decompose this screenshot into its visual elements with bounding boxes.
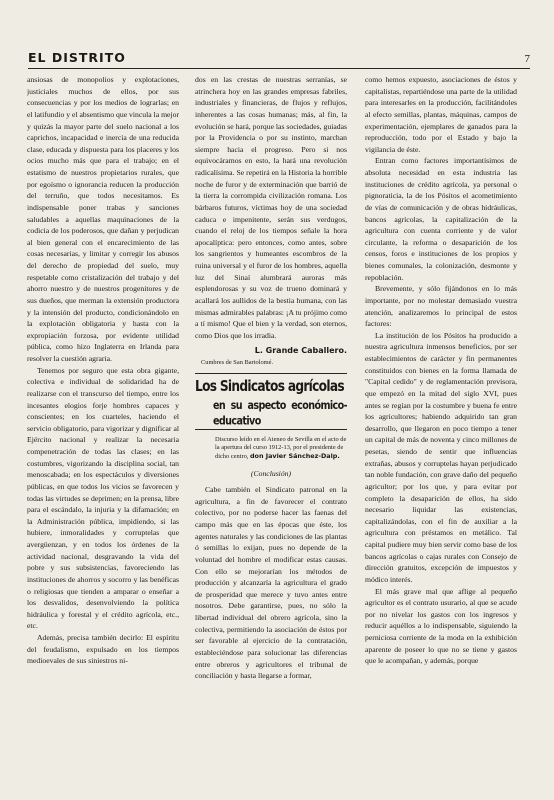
article-signature: L. Grande Caballero.: [254, 346, 347, 356]
signature-place: Cumbres de San Bartolomé.: [201, 359, 274, 366]
paragraph: como hemos expuesto, asociaciones de éstos y capitalistas, repartiéndose una parte de la utilidad para interesarles en la producción, facilitándoles al efecto semillas, plantas, máquinas, campos de experimentación, ejemplares de ganados para la reproducción, todo por el Estado y bajo la vigilancia de éste.: [365, 75, 517, 154]
lead-text: Discurso leído en el Ateneo de Sevilla en el acto de la apertura del curso 1912-13, por el presidente de dicho centro,: [215, 436, 347, 461]
paragraph: Cabe también el Sindicato patronal en la agricultura, a fin de favorecer el contrato colectivo, por no poderse hacer las faenas del campo más que en las épocas que éste, los agentes naturales y las condiciones de las plantas ó semillas lo exijan, pues no depende de la voluntad del hombre el modificar estas causas. Con ello se mejorarían los métodos de producción y alcanzaría la agricultura el grado de prosperidad que merece y tuvo antes entre nosotros. Debe garantirse, pues, no sólo la libertad individual del obrero agrícola, sino la colectiva, permitiendo la asociación de éstos por ser favorable al ejercicio de la contratación, estableciéndose para solucionar las diferencias entre obreros y agricultores el tribunal de conciliación y hasta llegarse a formar,: [195, 485, 347, 681]
newspaper-title: EL DISTRITO: [28, 50, 126, 65]
article-heading-box: [195, 373, 347, 430]
paragraph: El más grave mal que aflige al pequeño agricultor es el contrato usurario, al que se acude por no nivelar los gastos con los ingresos y reducir aquéllos a lo indispensable, siguiendo la perniciosa corriente de la moda en la exhibición aparente de poseer lo que no se tiene y gastos que le acompañan, y además, porque: [365, 586, 517, 666]
column-1: [27, 74, 179, 786]
paragraph: Tenemos por seguro que esta obra gigante, colectiva e individual de solidaridad ha de realizarse con el transcurso del tiempo, entre los incesantes elogios forje hombres capaces y conscientes; en los cuarteles, haciendo el servicio obligatorio, para vigorizar y dignificar al Ejército nacional y realizar la necesaria compenetración de todas las clases; en las costumbres, vigorizando la disciplina social, tan menoscabada; en los espectáculos y diversiones públicas, en que todos los vicios se favorecen y todas las virtudes se deprimen; en la prensa, libre para el escándalo, la injuria y la difamación; en la Administración pública, impidiendo, si las hubiere, inmoralidades y corruptelas que avergüenzan, y en todos los órdenes de la actividad nacional, desgravando la vida del pobre y sus subsistencias, favoreciendo las instituciones de ahorros y socorro y las benéficas o religiosas que tienden a amparar o enseñar a los desvalidos, desenvolviendo la política hidráulica y forestal y el crédito agrícola, etc., etc.: [27, 365, 179, 631]
paragraph: Entran como factores importantísimos de absoluta necesidad en esta industria las instituciones de crédito agrícola, ya personal o pignoraticia, la de los Pósitos el acometimiento de vías de comunicación y de obras hidráulicas, bancos agrícolas, la capitalización de la agricultura con cuenta corriente y de valor circulante, la reforma o desaparición de los censos, foros e instituciones de los propios y bienes comunales, la colonización, desmonte y repoblación.: [365, 156, 517, 282]
paragraph: Brevemente, y sólo fijándonos en lo más importante, por no molestar demasiado vuestra atención, analizaremos lo principal de estos factores:: [365, 284, 517, 329]
column-3: [365, 74, 517, 786]
page-header: [28, 48, 530, 69]
paragraph: La institución de los Pósitos ha producido a nuestra agricultura inmensos beneficios, por ser establecimientos de carácter y fin permanentes constituidos con bienes en la forma llamada de "Capital cedido" y de reglamentación previsora, que empezó en la mitad del siglo XVI, pues antes se regían por la costumbre y buena fe entre los agricultores; habiendo adquirido tan gran desarrollo, que llegaron en poco tiempo a tener un capital de más de noventa y cinco millones de pesetas, siendo de sentir que influencias extrañas, abusos y corruptelas hayan perjudicado tan noble fundación, con grave daño del pequeño agricultor; por los que, y para evitar por completo la desaparición de ellos, ha sido necesario liquidar las existencias, capitalizándolas, con el fin de auxiliar a la agricultura con préstamos en metálico. Tal capital pudiere muy bien servir como base de los bancos agrícolas o cajas rurales con Consejo de dirección gratuitos, excepción de impuestos y módico interés.: [365, 330, 517, 584]
article-author: don Javier Sánchez-Dalp.: [249, 452, 340, 461]
article-subheadline: en su aspecto económico-educativo: [213, 399, 347, 428]
article-headline: Los Sindicatos agrícolas: [195, 378, 344, 395]
paragraph: ansiosas de monopolios y explotaciones, justiciales muchos de ellos, por sus consecuencias y por los medios de lograrlas; en el latifundio y el absentismo que vincula la mejor y quizás la mayor parte del suelo nacional a los caprichos, incapacidad e inercia de una reducida clase, educada y dispuesta para los placeres y los ocios mucho más que para el trabajo; en el estatismo de nuestros propietarios rurales, que por egoísmo o ignorancia reducen la producción del terruño, que todos necesitamos. Es indispensable poner trabas y sanciones saludables a aquellas maquinaciones de la codicia de los poderosos, que dañan y perjudican al bien general con el encarecimiento de las cosas necesarias, y limitar y corregir los abusos del derecho de propiedad del suelo, muy respetable como cristalización del trabajo y del ahorro nuestro y de nuestros progenitores y de sus dueños, que merman la extensión productora y la intensión del producto, condicionándolo en la explotación obligatoria y hasta con la expropiación forzosa, por evidente utilidad pública, como hizo Inglaterra en Irlanda para resolver la cuestión agraria.: [27, 75, 179, 363]
conclusion-label: (Conclusión): [250, 468, 292, 478]
page-number: 7: [524, 53, 530, 65]
paragraph: Además, precisa también decirlo: El espíritu del feudalismo, expulsado en los tiempos medioevales de sus siniestros ni-: [27, 633, 179, 666]
paragraph: dos en las crestas de nuestras serranías, se atrinchera hoy en las grandes empresas fabriles, industriales y financieras, de flujos y reflujos, inherentes a las cosas humanas; más, al fin, la evolución se hará, porque las sociedades, guiadas por la Providencia o por su instinto, marchan siempre hacia el progreso. Pero si nos equivocáramos en esto, la hará una revolución radicalísima. Se repetirá en la Historia la horrible noche de furor y de exterminación que barrió de la tierra la corrompida civilización romana. Los bárbaros futuros, víctimas hoy de una sociedad caduca e impenitente, serán sus verdugos, cuando el reloj de los tiempos señale la hora apocalíptica: pero entonces, como antes, sobre los sangrientos y humeantes escombros de la ruina universal y el furor de los hombres, aquella luz del Sinaí alumbrará auroras más esplendorosas y su voz de trueno dominará y acallará los aullidos de la bestia humana, con las mismas admirables palabras: ¡A tu prójimo como a tí mismo! Que el bien y la verdad, son eternos, como Dios que los irradia.: [195, 75, 347, 340]
article-lead: [215, 436, 347, 462]
column-2: [195, 74, 347, 786]
